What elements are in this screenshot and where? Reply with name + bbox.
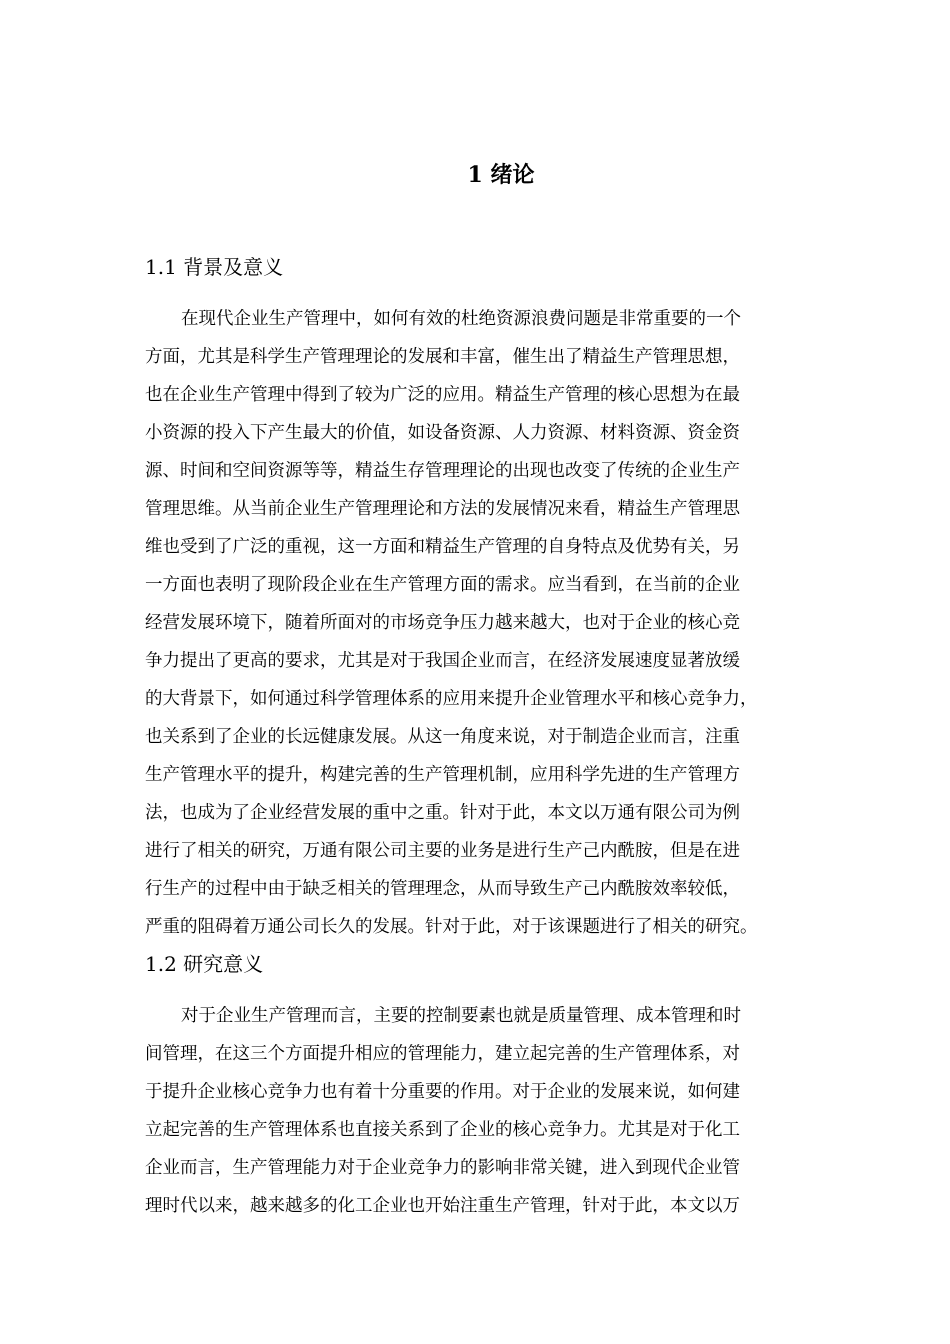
- paragraph-line: 立起完善的生产管理体系也直接关系到了企业的核心竞争力。尤其是对于化工: [145, 1120, 740, 1140]
- paragraph-line: 理时代以来，越来越多的化工企业也开始注重生产管理，针对于此，本文以万: [145, 1196, 740, 1216]
- paragraph-line: 也在企业生产管理中得到了较为广泛的应用。精益生产管理的核心思想为在最: [145, 385, 740, 405]
- paragraph-line: 间管理，在这三个方面提升相应的管理能力，建立起完善的生产管理体系，对: [145, 1044, 740, 1064]
- paragraph-line: 进行了相关的研究，万通有限公司主要的业务是进行生产己内酰胺，但是在进: [145, 841, 740, 861]
- paragraph-line: 严重的阻碍着万通公司长久的发展。针对于此，对于该课题进行了相关的研究。: [145, 917, 758, 937]
- paragraph-line: 在现代企业生产管理中，如何有效的杜绝资源浪费问题是非常重要的一个: [181, 309, 741, 329]
- section-heading-1-2: 1.2 研究意义: [145, 952, 264, 976]
- paragraph-line: 争力提出了更高的要求，尤其是对于我国企业而言，在经济发展速度显著放缓: [145, 651, 740, 671]
- paragraph-line: 小资源的投入下产生最大的价值，如设备资源、人力资源、材料资源、资金资: [145, 423, 740, 443]
- paragraph-line: 的大背景下，如何通过科学管理体系的应用来提升企业管理水平和核心竞争力，: [145, 689, 758, 709]
- chapter-title: 1 绪论: [467, 162, 535, 188]
- paragraph-line: 一方面也表明了现阶段企业在生产管理方面的需求。应当看到，在当前的企业: [145, 575, 740, 595]
- paragraph-line: 方面，尤其是科学生产管理理论的发展和丰富，催生出了精益生产管理思想，: [145, 347, 740, 367]
- section-heading-1-1: 1.1 背景及意义: [145, 255, 284, 279]
- paragraph-line: 维也受到了广泛的重视，这一方面和精益生产管理的自身特点及优势有关，另: [145, 537, 740, 557]
- paragraph-line: 生产管理水平的提升，构建完善的生产管理机制，应用科学先进的生产管理方: [145, 765, 740, 785]
- paragraph-line: 源、时间和空间资源等等，精益生存管理理论的出现也改变了传统的企业生产: [145, 461, 740, 481]
- paragraph-line: 对于企业生产管理而言，主要的控制要素也就是质量管理、成本管理和时: [181, 1006, 741, 1026]
- paragraph-line: 行生产的过程中由于缺乏相关的管理理念，从而导致生产己内酰胺效率较低，: [145, 879, 740, 899]
- paragraph-line: 管理思维。从当前企业生产管理理论和方法的发展情况来看，精益生产管理思: [145, 499, 740, 519]
- paragraph-line: 经营发展环境下，随着所面对的市场竞争压力越来越大，也对于企业的核心竞: [145, 613, 740, 633]
- paragraph-line: 法，也成为了企业经营发展的重中之重。针对于此，本文以万通有限公司为例: [145, 803, 740, 823]
- paragraph-line: 于提升企业核心竞争力也有着十分重要的作用。对于企业的发展来说，如何建: [145, 1082, 740, 1102]
- paragraph-line: 企业而言，生产管理能力对于企业竞争力的影响非常关键，进入到现代企业管: [145, 1158, 740, 1178]
- section-1-2-paragraph: [145, 997, 825, 1225]
- section-1-1-paragraph: [145, 300, 825, 946]
- paragraph-line: 也关系到了企业的长远健康发展。从这一角度来说，对于制造企业而言，注重: [145, 727, 740, 747]
